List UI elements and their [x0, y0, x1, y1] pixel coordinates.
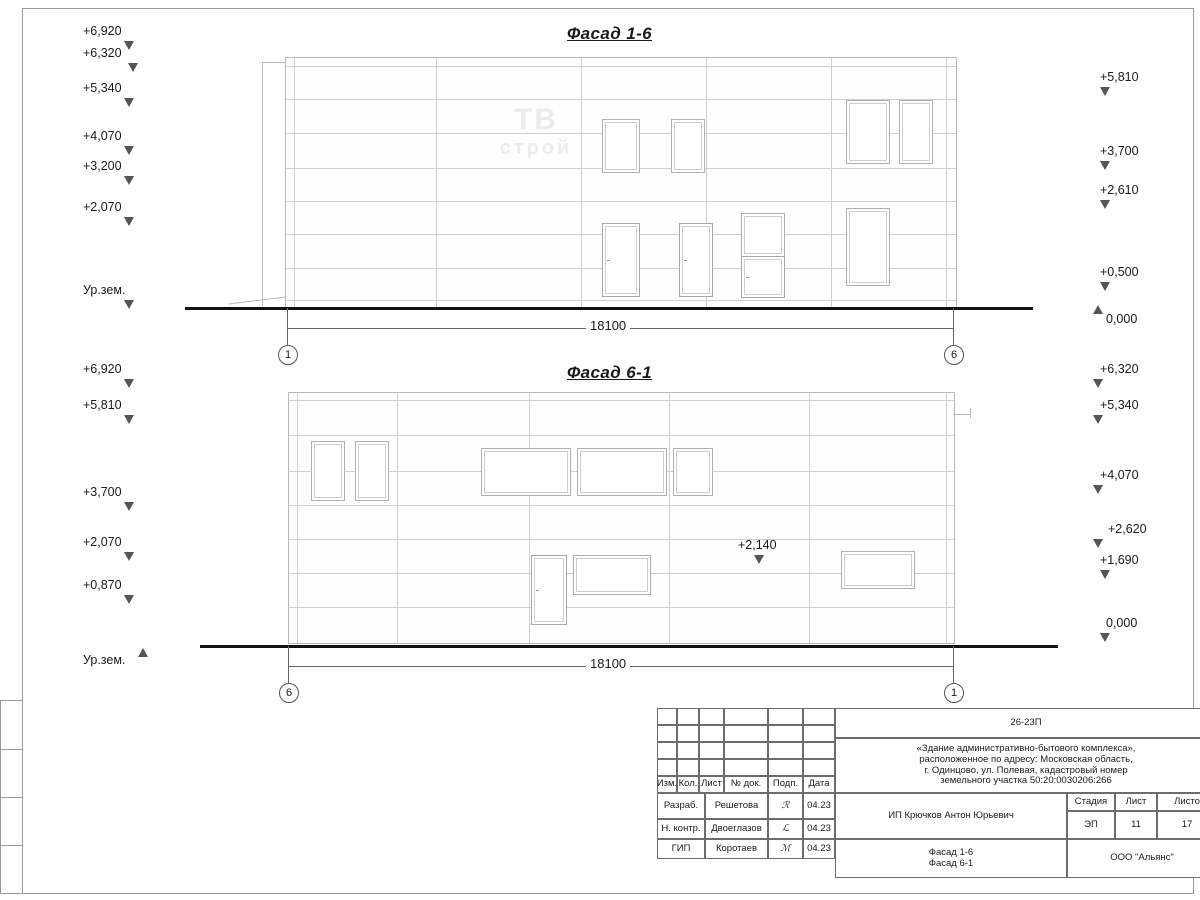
stamp-stage-header: Стадия	[1067, 793, 1115, 811]
stamp-customer: ИП Крючков Антон Юрьевич	[835, 793, 1067, 839]
facade-top-right-level-1: +3,700	[1100, 144, 1139, 158]
axis-marker-right: 1	[944, 683, 964, 703]
stamp-object-description	[835, 738, 1200, 793]
stamp-role-2: ГИП	[657, 839, 705, 859]
facade-bottom-right-level-3: +2,620	[1108, 522, 1147, 536]
facade-bottom-ground-line	[200, 645, 1058, 648]
window	[741, 213, 785, 257]
facade-bottom-right-level-0: +6,320	[1100, 362, 1139, 376]
window	[573, 555, 651, 595]
facade-bottom-left-level-3: +2,070	[83, 535, 122, 549]
facade-bottom-inner-level: +2,140	[738, 538, 777, 552]
facade-top-left-level-5: +2,070	[83, 200, 122, 214]
level-arrow-icon	[1093, 415, 1104, 424]
stamp-code: 26-23П	[835, 708, 1200, 738]
stamp-role-1: Н. контр.	[657, 819, 705, 839]
door	[741, 256, 785, 298]
facade-bottom-left-level-1: +5,810	[83, 398, 122, 412]
facade-top-left-level-2: +5,340	[83, 81, 122, 95]
window	[311, 441, 345, 501]
sheet-name-line-1: Фасад 1-6	[928, 846, 974, 858]
level-arrow-icon	[1093, 379, 1104, 388]
level-arrow-icon	[124, 217, 135, 226]
level-arrow-icon	[124, 595, 135, 604]
watermark-logo	[466, 103, 606, 160]
facade-bottom-dimension-value: 18100	[586, 656, 630, 671]
facade-bottom-left-level-2: +3,700	[83, 485, 122, 499]
stamp-col-data: Дата	[803, 776, 835, 793]
door	[531, 555, 567, 625]
stamp-stage-value: ЭП	[1067, 811, 1115, 839]
window	[481, 448, 571, 496]
logo-line-2: строй	[499, 137, 573, 159]
window	[846, 100, 890, 164]
window	[899, 100, 933, 164]
facade-bottom-elevation	[288, 392, 955, 644]
stamp-signature-0: ℛ	[768, 793, 803, 819]
stamp-lists-value: 17	[1157, 811, 1200, 839]
facade-top-dimension-value: 18100	[586, 318, 630, 333]
stamp-company: ООО "Альянс"	[1067, 839, 1200, 878]
stamp-date-2: 04.23	[803, 839, 835, 859]
object-line-3: земельного участка 50:20:0030206:266	[940, 775, 1112, 787]
facade-bottom-right-level-2: +4,070	[1100, 468, 1139, 482]
object-line-0: «Здание административно-бытового комплекса»,	[916, 742, 1136, 754]
stamp-col-izm: Изм.	[657, 776, 677, 793]
window	[577, 448, 667, 496]
level-arrow-icon	[1100, 87, 1111, 96]
sheet-name-line-2: Фасад 6-1	[928, 857, 974, 869]
facade-top-left-level-3: +4,070	[83, 129, 122, 143]
stamp-col-kol: Кол.	[677, 776, 699, 793]
level-arrow-icon	[138, 648, 149, 657]
stamp-name-2: Коротаев	[705, 839, 768, 859]
level-arrow-icon	[124, 379, 135, 388]
facade-bottom-right-level-1: +5,340	[1100, 398, 1139, 412]
facade-bottom-title: Фасад 6-1	[567, 363, 653, 382]
axis-marker-left: 6	[279, 683, 299, 703]
facade-top-ground-line	[185, 307, 1033, 310]
door	[602, 223, 640, 297]
level-arrow-icon	[124, 98, 135, 107]
facade-bottom-left-level-0: +6,920	[83, 362, 122, 376]
axis-marker-left: 1	[278, 345, 298, 365]
level-arrow-icon	[1100, 633, 1111, 642]
stamp-date-0: 04.23	[803, 793, 835, 819]
logo-line-1: ТВ	[514, 103, 558, 136]
stamp-signature-1: ℒ	[768, 819, 803, 839]
level-arrow-icon	[124, 502, 135, 511]
facade-top-right-zero: 0,000	[1106, 312, 1138, 326]
title-block	[657, 708, 1200, 878]
level-arrow-icon	[1100, 161, 1111, 170]
level-arrow-icon	[1093, 539, 1104, 548]
level-arrow-icon	[1100, 282, 1111, 291]
sheet-left-strip	[0, 700, 23, 894]
stamp-signature-2: ℳ	[768, 839, 803, 859]
stamp-list-value: 11	[1115, 811, 1157, 839]
facade-top-ground-label: Ур.зем.	[83, 283, 126, 297]
level-arrow-icon	[124, 552, 135, 561]
level-arrow-icon	[128, 63, 139, 72]
window	[355, 441, 389, 501]
stamp-list-header: Лист	[1115, 793, 1157, 811]
window	[673, 448, 713, 496]
facade-top-left-level-1: +6,320	[83, 46, 122, 60]
level-arrow-icon	[124, 415, 135, 424]
window	[671, 119, 705, 173]
level-arrow-icon	[1100, 200, 1111, 209]
stamp-role-0: Разраб.	[657, 793, 705, 819]
stamp-name-1: Двоеглазов	[705, 819, 768, 839]
level-arrow-icon	[1100, 570, 1111, 579]
facade-top-left-level-0: +6,920	[83, 24, 122, 38]
object-line-2: г. Одинцово, ул. Полевая, кадастровый номер	[924, 764, 1128, 776]
stamp-sheet-name	[835, 839, 1067, 878]
facade-top-right-level-2: +2,610	[1100, 183, 1139, 197]
level-arrow-icon	[124, 176, 135, 185]
facade-top-right-level-3: +0,500	[1100, 265, 1139, 279]
window	[841, 551, 915, 589]
door	[679, 223, 713, 297]
level-arrow-icon	[124, 41, 135, 50]
level-arrow-icon	[1093, 485, 1104, 494]
stamp-col-list: Лист	[699, 776, 724, 793]
axis-marker-right: 6	[944, 345, 964, 365]
facade-bottom-ground-label: Ур.зем.	[83, 653, 126, 667]
stamp-lists-header: Листо	[1157, 793, 1200, 811]
facade-bottom-right-level-4: +1,690	[1100, 553, 1139, 567]
facade-top-right-level-0: +5,810	[1100, 70, 1139, 84]
facade-top-elevation	[285, 57, 957, 309]
object-line-1: расположенное по адресу: Московская область,	[919, 753, 1133, 765]
stamp-name-0: Решетова	[705, 793, 768, 819]
facade-bottom-right-zero: 0,000	[1106, 616, 1138, 630]
facade-top-left-level-4: +3,200	[83, 159, 122, 173]
window	[846, 208, 890, 286]
window	[602, 119, 640, 173]
facade-top-title: Фасад 1-6	[567, 24, 653, 43]
stamp-col-podp: Подп.	[768, 776, 803, 793]
stamp-date-1: 04.23	[803, 819, 835, 839]
level-arrow-icon	[1093, 305, 1104, 314]
level-arrow-icon	[754, 555, 765, 564]
facade-bottom-left-level-4: +0,870	[83, 578, 122, 592]
stamp-col-doc: № док.	[724, 776, 768, 793]
level-arrow-icon	[124, 146, 135, 155]
level-arrow-icon	[124, 300, 135, 309]
